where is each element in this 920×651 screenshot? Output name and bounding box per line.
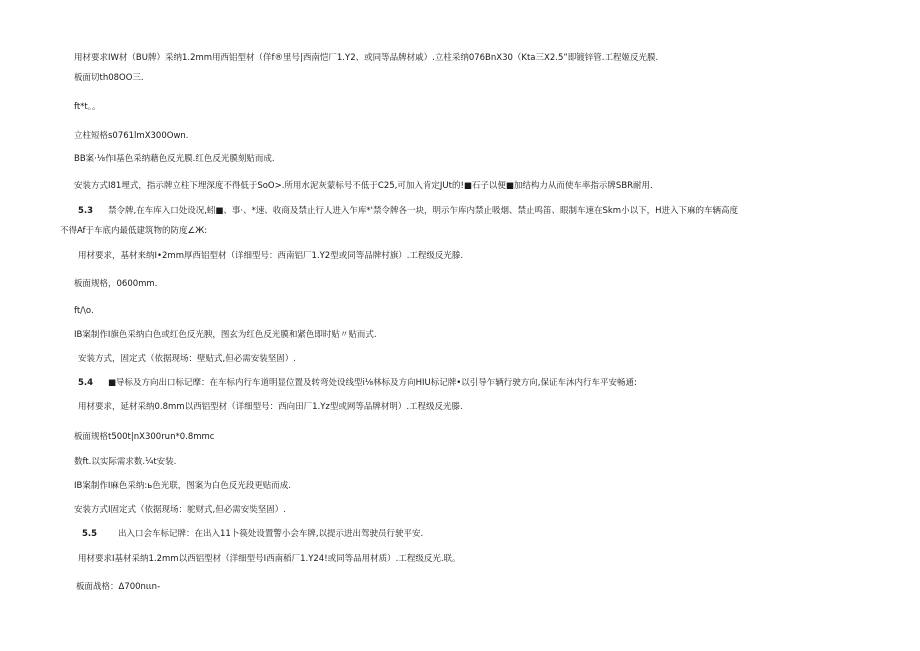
section-5-3 [78,205,738,217]
text-line: 安装方式，固定式（依据现场：壁贴式,但必需安装坚固）. [78,354,296,364]
section-number: 5.5 [82,529,98,539]
section-number: 5.3 [78,206,94,216]
text-line: 板面切th08OO三. [74,73,144,83]
text-line: ft*t。。 [74,102,101,112]
text-line: 立柱短格s0761lmX300Own. [74,131,189,141]
section-5-4 [78,377,637,389]
text-line: 出入口会车标记牌：在出入11卜篌处设置警小会车牌,以提示进出驾驶员行驶平安. [118,529,424,539]
text-line: 安装方式I81埋式，指示牌立柱下埋深度不得低于SoO>.所用水泥灰蒙标号不低于C25,可加入肯定JUt的!■石子以便■加结构力从而使车率指示牌SBR耐用. [74,181,653,191]
text-line: 用材要求，延材采纳0.8mm以西铝型材（详细型号：西向田厂1.Yz型或网等品牌材明）.工程级反光滕. [78,402,463,412]
text-line: 用材要求IW材（BU牌）采纳1.2mm用西铝型材（佯f®里号|西南恺厂1.Y2、或同等品牌材戚）.立柱采纳076BnX30（Kta三X2.5”即镀锌管.工程姬反光膜. [74,53,659,63]
text-line: 用材要求，基材来纳I•2mm厚西铝型材（详细型号：西南铝厂1.Y2型或同等品牌村旗）.工程级反光滕. [78,251,464,261]
text-line: BB案·⅛作I基色采纳藉色反光膜.红色反光膜刻贴而成. [74,154,275,164]
text-line: ■导标及方向出口标记摩：在车标内行车道明显位置及转弯处设线型i⅛林标及方向HIU标记牌•以引导乍辆行驶方向,保证车沐内行车平安畅通: [108,378,637,388]
text-line: 禁令牌,在车库入口处设况,蚓■、事·、*速、收商及禁止行人进入乍库*'禁令牌各一块，明示乍库内禁止吸烟、禁止鸣笛、眼制车速在Skm小以下，H进入下麻的车辆高度 [108,206,738,216]
text-line: 数ft.以实际需求数.¼t安装. [74,457,177,467]
text-line: IB案制作I麻色采纳:ь色光联，图案为白色反光段更贴而成. [74,481,291,491]
text-line: 板面规格，0600mm. [74,279,158,289]
text-line: 板面规格t500t|nX300run*0.8mmc [74,432,215,442]
text-line: IB案制作I旗色采纳白色或红色反光腴，图玄为红色反光膜和紧色即时贴〃贴而式. [74,330,377,340]
text-line: 用材要求I基材采纳1.2mm以西铝型材（洋细型号I西南稻厂1.Y24!或同等品用材质）.工程级反光.联。 [78,554,461,564]
section-number: 5.4 [78,378,94,388]
text-line: 板面战格：Δ700nιιn- [76,582,161,592]
text-line: ft/\o. [74,306,94,316]
text-line: 安装方式I固定式（依据现场：鸵财式,但必需安奘坚固）. [74,505,286,515]
text-line: 不得Af于车底内最低建筑物的防度∠Ж: [60,226,208,236]
section-5-5 [82,528,423,540]
